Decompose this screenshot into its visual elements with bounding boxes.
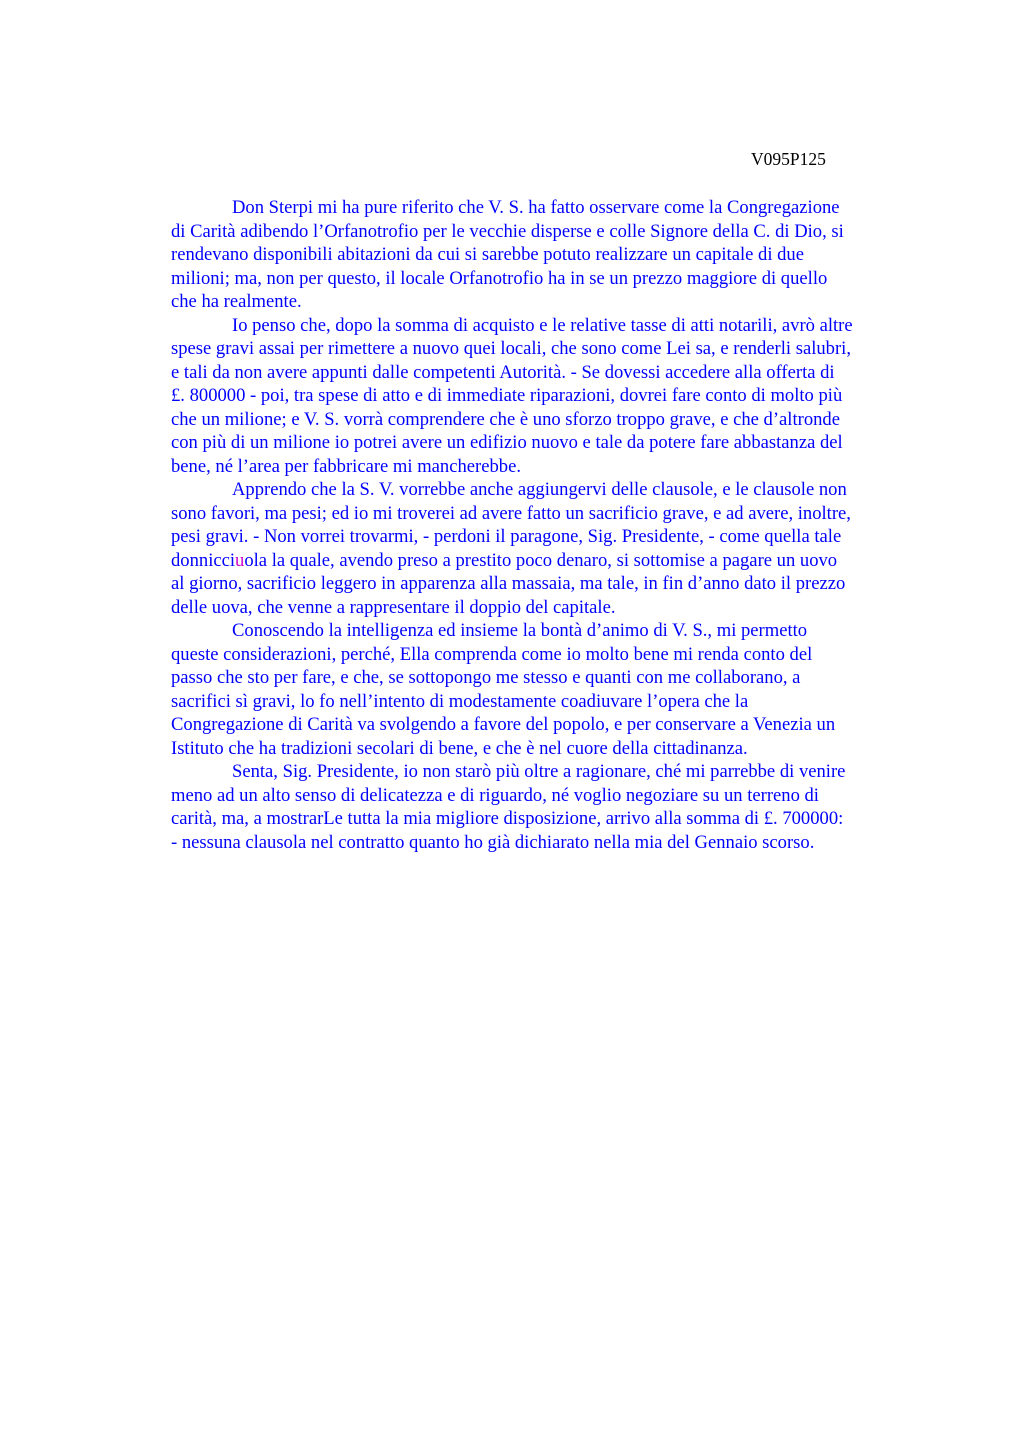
text-line: di Carità adibendo l’Orfanotrofio per le vecchie disperse e colle Signore della C. di Dio, si <box>171 220 844 242</box>
text-fragment: donnicci <box>171 549 236 571</box>
text-line: Apprendo che la S. V. vorrebbe anche aggiungervi delle clausole, e le clausole non <box>232 479 847 500</box>
paragraph-2 <box>171 314 941 479</box>
text-line: meno ad un alto senso di delicatezza e di riguardo, né voglio negoziare su un terreno di <box>171 784 819 806</box>
text-line: spese gravi assai per rimettere a nuovo quei locali, che sono come Lei sa, e renderli salubri, <box>171 338 851 359</box>
text-fragment: ola la quale, avendo preso a prestito poco denaro, si sottomise a pagare un uovo <box>244 549 838 571</box>
text-line: Congregazione di Carità va svolgendo a favore del popolo, e per conservare a Venezia un <box>171 714 836 735</box>
text-line: - nessuna clausola nel contratto quanto ho già dichiarato nella mia del Gennaio scorso. <box>171 831 815 853</box>
text-line: con più di un milione io potrei avere un edifizio nuovo e tale da potere fare abbastanza del <box>171 432 843 453</box>
letter-body <box>171 196 941 854</box>
highlighted-character: u <box>235 549 245 571</box>
paragraph-1 <box>171 196 941 314</box>
paragraph-4 <box>171 619 941 760</box>
text-line: carità, ma, a mostrarLe tutta la mia migliore disposizione, arrivo alla somma di £. 700000: <box>171 808 844 829</box>
text-line: Io penso che, dopo la somma di acquisto e le relative tasse di atti notarili, avrò altre <box>232 314 853 336</box>
text-line: che un milione; e V. S. vorrà comprendere che è uno sforzo troppo grave, e che d’altronde <box>171 408 840 430</box>
text-line: passo che sto per fare, e che, se sottopongo me stesso e quanti con me collaborano, a <box>171 667 801 688</box>
text-line: queste considerazioni, perché, Ella comprenda come io molto bene mi renda conto del <box>171 643 813 665</box>
text-line: e tali da non avere appunti dalle competenti Autorità. - Se dovessi accedere alla offerta di <box>171 361 835 383</box>
text-line: rendevano disponibili abitazioni da cui si sarebbe potuto realizzare un capitale di due <box>171 244 804 265</box>
text-line: sacrifici sì gravi, lo fo nell’intento di modestamente coadiuvare l’opera che la <box>171 690 749 712</box>
text-line: che ha realmente. <box>171 291 302 312</box>
text-line: Istituto che ha tradizioni secolari di bene, e che è nel cuore della cittadinanza. <box>171 737 748 759</box>
text-line: al giorno, sacrificio leggero in apparenza alla massaia, ma tale, in fin d’anno dato il prezzo <box>171 573 846 594</box>
text-line: £. 800000 - poi, tra spese di atto e di immediate riparazioni, dovrei fare conto di molto più <box>171 385 843 406</box>
text-line: bene, né l’area per fabbricare mi mancherebbe. <box>171 455 521 477</box>
paragraph-5 <box>171 760 941 854</box>
text-line: pesi gravi. - Non vorrei trovarmi, - perdoni il paragone, Sig. Presidente, - come quella tale <box>171 526 842 547</box>
text-line: delle uova, che venne a rappresentare il doppio del capitale. <box>171 596 616 618</box>
text-line: Don Sterpi mi ha pure riferito che V. S. ha fatto osservare come la Congregazione <box>232 197 840 218</box>
text-line: milioni; ma, non per questo, il locale Orfanotrofio ha in se un prezzo maggiore di quello <box>171 267 828 289</box>
text-line-with-mark <box>171 549 941 573</box>
text-line: Conoscendo la intelligenza ed insieme la bontà d’animo di V. S., mi permetto <box>232 620 808 641</box>
paragraph-3 <box>171 478 941 619</box>
text-line: sono favori, ma pesi; ed io mi troverei ad avere fatto un sacrificio grave, e ad avere, inoltre, <box>171 502 851 524</box>
text-line: Senta, Sig. Presidente, io non starò più oltre a ragionare, ché mi parrebbe di venire <box>232 761 846 782</box>
page-identifier: V095P125 <box>751 149 826 169</box>
